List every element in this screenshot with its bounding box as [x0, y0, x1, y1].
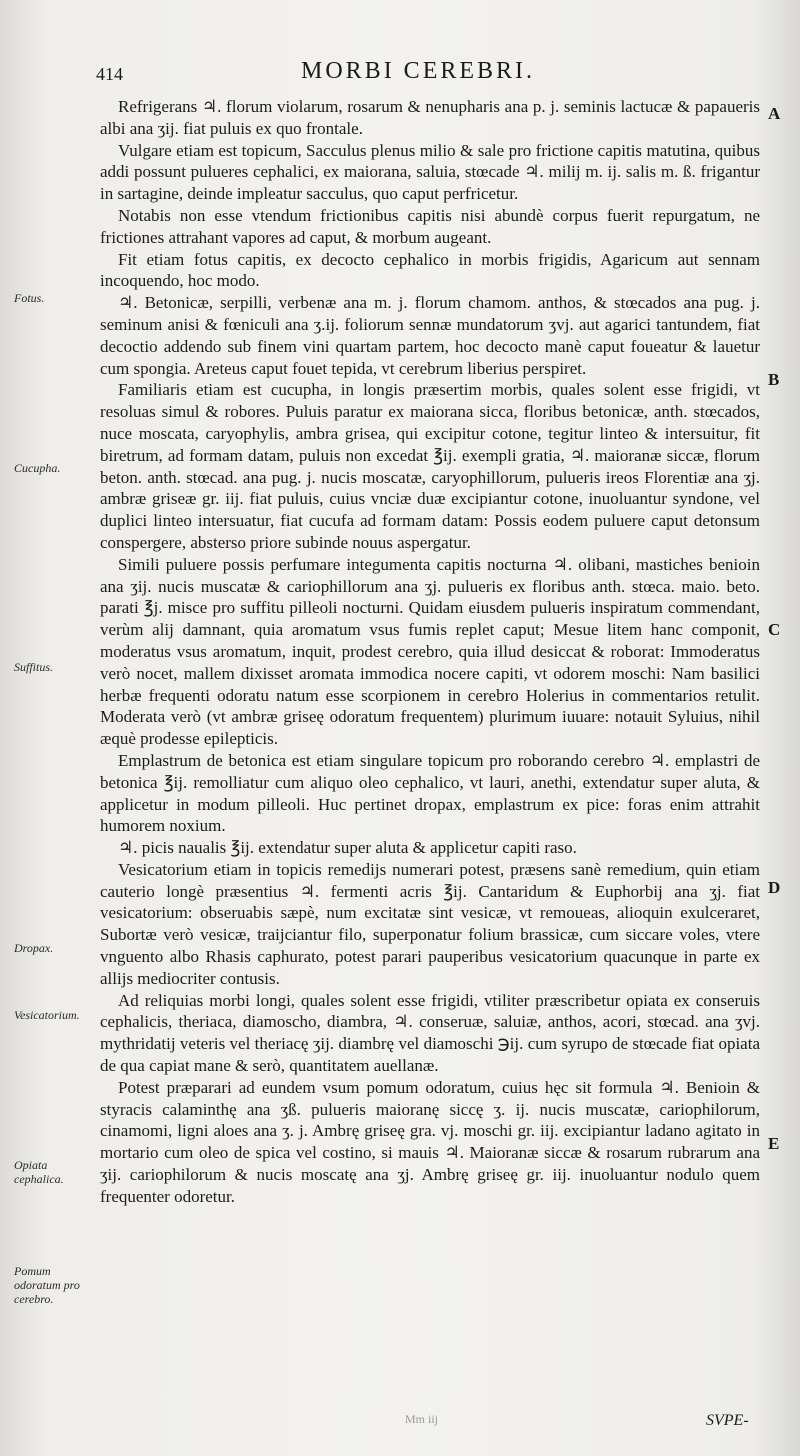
section-letter-e: E — [768, 1134, 780, 1153]
running-head: MORBI CEREBRI. — [301, 58, 536, 84]
paragraph-pomum: Potest præparari ad eundem vsum pomum odoratum, cuius hęc sit formula ♃. Benioin & styracis calaminthę ana ʒß. pulueris maioranę siccę ʒ. ij. nucis muscatæ, cariophilorum, cinamomi, ligni aloes ana ʒ. j. Ambrę griseę gra. vj. moschi gr. iij. excipiantur ladano agitato in mortario cum oleo de spica vel costino, si mauis ♃. Maioranæ siccæ & rosarum rubrarum ana ʒij. cariophilorum & nucis moscatę ana ʒj. Ambrę griseę gr. iij. inuoluantur nodulo quem frequenter odoretur. — [100, 1077, 760, 1206]
section-letter-a: A — [768, 104, 781, 123]
signature-mark: Mm iij — [405, 1412, 439, 1426]
paragraph-cucupha: Familiaris etiam est cucupha, in longis præsertim morbis, quales solent esse frigidi, vt resoluas simul & robores. Puluis paratur ex maiorana sicca, floribus betonicæ, anth. stœcados, nuce moscata, caryophylis, ambra grisea, qui excipitur cotone, tegitur linteo & intersuitur, fit biretrum, ad formam datam, puluis non excedat ℥ij. exempli gratia, ♃. maioranæ siccæ, florum beton. anth. stœcad. ana pug. j. nucis moscatæ, caryophillorum, pulueris ireos Florentiæ ana ʒj. ambræ griseæ gr. iij. fiat puluis, cuius vnciæ duæ excipiantur cotone, inuoluantur syndone, vel duplici linteo intersuatur, fiat cucufa ad formam datam: Possis eodem puluere caput detonsum conspergere, absterso priore subinde nouus aspergatur. — [100, 380, 760, 552]
page-number: 414 — [96, 64, 123, 84]
section-letter-b: B — [768, 370, 780, 389]
section-letter-c: C — [768, 620, 781, 639]
paragraph-frontale: Refrigerans ♃. florum violarum, rosarum & nenupharis ana p. j. seminis lactucæ & papaueris albi ana ʒij. fiat puluis ex quo frontale. — [100, 97, 760, 138]
margin-note-vesicatorium: Vesicatorium. — [14, 1008, 80, 1022]
paragraph-betonica-recipe: ♃. Betonicæ, serpilli, verbenæ ana m. j. florum chamom. anthos, & stœcados ana pug. j. seminum anisi & fœniculi ana ʒ.ij. foliorum sennæ mundatorum ʒvj. aut agarici tantundem, fiat decoctio addendo sub finem vini quartam partem, hoc decocto manè caput foueatur & lauetur cum spongia. Areteus caput fouet tepida, vt cerebrum liberius perspiret. — [100, 293, 760, 378]
paragraph-emplastrum: Emplastrum de betonica est etiam singulare topicum pro roborando cerebro ♃. emplastri de betonica ℥ij. remolliatur cum aliquo oleo cephalico, vt lauri, anethi, extendatur super aluta, & applicetur in modum pilleoli. Huc pertinet dropax, emplastrum ex pice: foras enim attrahit humorem noxium. — [100, 750, 760, 836]
paragraph-fotus: Fit etiam fotus capitis, ex decocto cephalico in morbis frigidis, Agaricum aut sennam incoquendo, hoc modo. — [100, 249, 760, 291]
paragraph-frictiones: Notabis non esse vtendum frictionibus capitis nisi abundè corpus fuerit repurgatum, ne frictiones attrahant vapores ad caput, & morbum augeant. — [100, 205, 760, 247]
paragraph-vesicatorium: Vesicatorium etiam in topicis remedijs numerari potest, præsens sanè remedium, quin etiam cauterio longè præsentius ♃. fermenti acris ℥ij. Cantaridum & Euphorbij ana ʒj. fiat vesicatorium: obseruabis sæpè, num excitatæ sint vesicæ, vt remoueas, alioquin exulceraret, Subortæ verò vesicæ, traijciantur filo, superponatur folium brassicæ, cum siccare voles, vtere vnguento albo Rhasis caphurato, potest parari pauperibus vesicatorium quacunque in parte ex allijs mediocriter contusis. — [100, 859, 760, 988]
margin-note-fotus: Fotus. — [14, 291, 45, 305]
page-header — [96, 58, 716, 94]
paragraph-picis: ♃. picis naualis ℥ij. extendatur super aluta & applicetur capiti raso. — [118, 838, 577, 858]
paragraph-suffitus: Simili puluere possis perfumare integumenta capitis nocturna ♃. olibani, mastiches benioin ana ʒij. nucis muscatæ & cariophillorum ana ʒj. pulueris ex floribus anth. stœca. maio. beto. parati ℥j. misce pro suffitu pilleoli nocturni. Quidam eiusdem pulueris inspiratum commendant, verùm alij damnant, quia aromatum vsus fumis replet caput; Mesue litem hanc componit, moderatus vsus aromatum, inquit, prodest cerebro, quia illud desiccat & roborat: Immoderatus verò nocet, mallem dixisset aromata immodica nocere capiti, vt odorem moschi: Nam basilici herbæ frequenti odoratu natum esse scorpionem in cerebro Holerius in commentarios retulit. Moderata verò (vt ambræ griseę odoratum frequentem) plurimum iuuare: notauit Syluius, nihil æquè prodesse epilepticis. — [100, 554, 760, 749]
margin-note-cucupha: Cucupha. — [14, 461, 61, 475]
section-letter-d: D — [768, 878, 781, 897]
catchword: SVPE- — [706, 1412, 749, 1429]
body-text — [100, 96, 760, 1208]
margin-note-opiata: Opiata cephalica. — [14, 1158, 64, 1186]
paragraph-sacculus: Vulgare etiam est topicum, Sacculus plenus milio & sale pro frictione capitis matutina, quibus addi possunt pulueres cephalici, ex maiorana, saluia, stœcade ♃. milij m. ij. salis m. ß. frigantur in sartagine, deinde impleatur sacculus, quo caput perfricetur. — [100, 140, 760, 204]
margin-note-pomum: Pomum odoratum pro cerebro. — [14, 1264, 80, 1306]
paragraph-opiata: Ad reliquias morbi longi, quales solent esse frigidi, vtiliter præscribetur opiata ex conseruis cephalicis, theriaca, diamoscho, diambra, ♃. conseruæ, saluiæ, anthos, acori, stœcad. ana ʒvj. mythridatij veteris vel theriacę ʒij. diambrę vel diamoschi ℈ij. cum syrupo de stœcade fiat opiata de qua capiat mane & serò, quantitatem auellanæ. — [100, 990, 760, 1076]
margin-note-dropax: Dropax. — [14, 941, 54, 955]
margin-note-suffitus: Suffitus. — [14, 660, 54, 674]
